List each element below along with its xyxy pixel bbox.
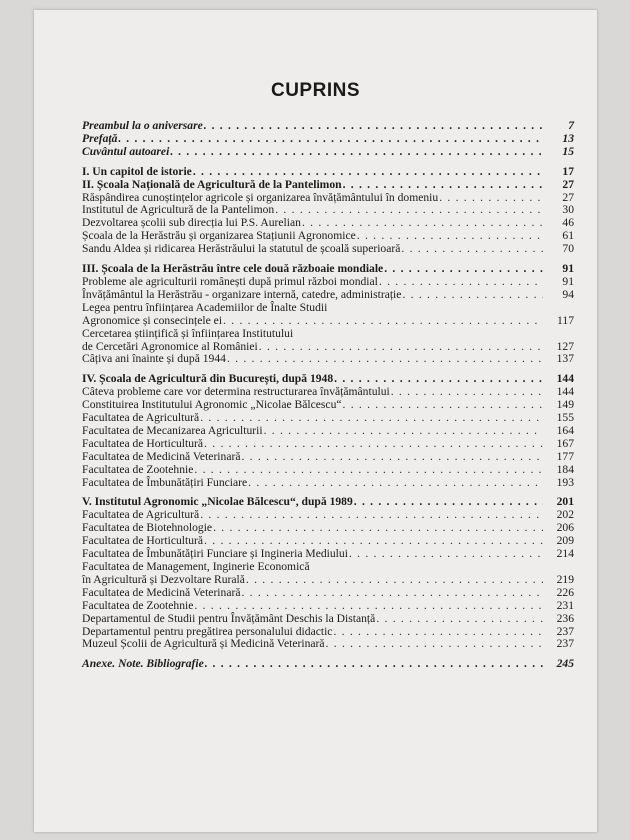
toc-entry	[82, 613, 574, 626]
page-number: 219	[556, 572, 574, 586]
toc-entry-text: Învățământul la Herăstrău - organizare internă, catedre, administrație	[82, 287, 402, 301]
dot-leader	[343, 179, 543, 192]
toc-entry-text: Facultatea de Medicină Veterinară	[82, 449, 241, 463]
dot-leader	[333, 626, 543, 639]
dot-leader	[275, 204, 543, 217]
page-number: 91	[562, 262, 574, 276]
dot-leader	[343, 399, 543, 412]
toc-front-matter	[82, 658, 574, 671]
toc-entry-text: II. Școala Națională de Agricultură de la Pantelimon	[82, 177, 342, 191]
toc-entry	[82, 477, 574, 490]
toc-entry	[82, 464, 574, 477]
dot-leader	[376, 613, 543, 626]
dot-leader	[200, 412, 543, 425]
dot-leader	[227, 353, 543, 366]
dot-leader	[223, 315, 543, 328]
toc-entry	[82, 600, 574, 613]
toc-entry-text: Facultatea de Medicină Veterinară	[82, 585, 241, 599]
book-page	[34, 10, 597, 832]
toc-entry	[82, 587, 574, 600]
dot-leader	[204, 438, 543, 451]
page-number: 15	[562, 144, 574, 158]
page-number: 245	[556, 657, 574, 671]
dot-leader	[401, 243, 543, 256]
toc-chapter	[82, 179, 574, 192]
dot-leader	[326, 638, 543, 651]
page-number: 202	[556, 508, 574, 522]
toc-entry-text: Sandu Aldea și ridicarea Herăstrăului la statutul de școală superioară	[82, 242, 401, 256]
dot-leader	[205, 658, 543, 671]
page-number: 164	[556, 423, 574, 437]
dot-leader	[194, 464, 543, 477]
toc-entry-text: V. Institutul Agronomic „Nicolae Bălcescu“, după 1989	[82, 495, 353, 509]
page-number: 201	[556, 495, 574, 509]
toc-entry-text: Facultatea de Horticultură	[82, 534, 204, 548]
toc-entry-text: I. Un capitol de istorie	[82, 164, 192, 178]
dot-leader	[379, 276, 543, 289]
dot-leader	[384, 263, 543, 276]
toc-entry-text: Facultatea de Biotehnologie	[82, 521, 213, 535]
toc-entry	[82, 289, 574, 302]
page-number: 70	[562, 242, 574, 256]
toc-entry-text-line1: Cercetarea științifică și înființarea Institutului	[82, 326, 294, 340]
toc-entry-text: Facultatea de Agricultură	[82, 411, 200, 425]
page-number: 30	[562, 203, 574, 217]
page-number: 193	[556, 475, 574, 489]
toc-entry-text: Câțiva ani înainte și după 1944	[82, 352, 226, 366]
toc-entry	[82, 561, 574, 587]
toc-entry-text: de Cercetări Agronomice al României	[82, 339, 258, 353]
page-number: 91	[562, 274, 574, 288]
toc-entry-text: Probleme ale agriculturii românești după primul război mondial	[82, 274, 378, 288]
dot-leader	[264, 425, 543, 438]
dot-leader	[248, 477, 543, 490]
page-number: 237	[556, 637, 574, 651]
toc-entry-text: Facultatea de Îmbunătățiri Funciare	[82, 475, 248, 489]
page-number: 206	[556, 521, 574, 535]
toc-entry	[82, 438, 574, 451]
toc-entry-text: Facultatea de Agricultură	[82, 508, 200, 522]
page-number: 155	[556, 411, 574, 425]
dot-leader	[439, 192, 543, 205]
dot-leader	[193, 166, 543, 179]
page-number: 17	[562, 164, 574, 178]
page-number: 27	[562, 177, 574, 191]
page-number: 209	[556, 534, 574, 548]
page-number: 167	[556, 436, 574, 450]
toc-front-matter	[82, 133, 574, 146]
dot-leader	[241, 587, 543, 600]
page-number: 46	[562, 216, 574, 230]
toc-entry-text: Câteva probleme care vor determina restructurarea învățământului	[82, 385, 390, 399]
dot-leader	[170, 146, 543, 159]
dot-leader	[213, 522, 543, 535]
toc-entry-text: Facultatea de Mecanizarea Agriculturii	[82, 423, 263, 437]
toc-entry-text: Departamentul pentru pregătirea personalului didactic	[82, 624, 333, 638]
page-number: 7	[568, 119, 574, 132]
dot-leader	[349, 548, 543, 561]
toc-entry-text-line1: Legea pentru înființarea Academiilor de Înalte Studii	[82, 300, 328, 314]
toc-entry-text: IV. Școala de Agricultură din București, după 1948	[82, 372, 334, 386]
toc-entry	[82, 638, 574, 651]
page-number: 236	[556, 611, 574, 625]
toc-entry-text-line1: Facultatea de Management, Inginerie Economică	[82, 560, 310, 573]
toc-entry-text: III. Școala de la Herăstrău între cele două războaie mondiale	[82, 262, 384, 276]
page-number: 177	[556, 449, 574, 463]
page-number: 94	[562, 287, 574, 301]
toc-entry-text: în Agricultură și Dezvoltare Rurală	[82, 572, 245, 586]
toc-entry	[82, 425, 574, 438]
toc-entry	[82, 353, 574, 366]
page-number: 149	[556, 398, 574, 412]
toc-entry-text: Preambul la o aniversare	[82, 119, 203, 132]
toc-entry-text: Școala de la Herăstrău și organizarea Stațiunii Agronomice	[82, 229, 356, 243]
toc-entry-text: Institutul de Agricultură de la Pantelimon	[82, 203, 275, 217]
toc-entry	[82, 412, 574, 425]
toc-entry	[82, 243, 574, 256]
dot-leader	[118, 133, 543, 146]
dot-leader	[402, 289, 543, 302]
dot-leader	[259, 341, 543, 354]
toc-front-matter	[82, 120, 574, 133]
toc-entry-text: Prefață	[82, 131, 118, 145]
dot-leader	[194, 600, 543, 613]
page-number: 231	[556, 598, 574, 612]
dot-leader	[391, 386, 543, 399]
toc-entry-text: Anexe. Note. Bibliografie	[82, 657, 204, 671]
page-number: 184	[556, 462, 574, 476]
page-number: 127	[556, 339, 574, 353]
toc-entry-text: Agronomice și consecințele ei	[82, 313, 223, 327]
toc-entry-text: Facultatea de Îmbunătățiri Funciare și Ingineria Mediului	[82, 547, 348, 561]
page-number: 61	[562, 229, 574, 243]
page-title: CUPRINS	[270, 80, 360, 101]
table-of-contents	[82, 120, 574, 671]
page-number: 237	[556, 624, 574, 638]
dot-leader	[354, 496, 543, 509]
toc-entry-text: Cuvântul autoarei	[82, 144, 170, 158]
page-number: 226	[556, 585, 574, 599]
toc-entry	[82, 328, 574, 354]
toc-entry	[82, 451, 574, 464]
page-number: 144	[556, 385, 574, 399]
toc-front-matter	[82, 146, 574, 159]
toc-entry-text: Constituirea Institutului Agronomic „Nicolae Bălcescu“	[82, 398, 342, 412]
toc-entry-text: Răspândirea cunoștințelor agricole și organizarea învățământului în domeniu	[82, 190, 439, 204]
toc-entry-text: Facultatea de Zootehnie	[82, 598, 194, 612]
toc-entry-text: Dezvoltarea școlii sub direcția lui P.S. Aurelian	[82, 216, 301, 230]
toc-entry-text: Muzeul Școlii de Agricultură și Medicină Veterinară	[82, 637, 325, 651]
toc-entry-text: Facultatea de Zootehnie	[82, 462, 194, 476]
page-number: 13	[562, 131, 574, 145]
toc-entry	[82, 276, 574, 289]
dot-leader	[200, 509, 543, 522]
toc-entry-text: Departamentul de Studii pentru Învățământ Deschis la Distanță	[82, 611, 376, 625]
dot-leader	[241, 451, 543, 464]
toc-chapter	[82, 166, 574, 179]
toc-entry	[82, 302, 574, 328]
page-number: 144	[556, 372, 574, 386]
page-number: 137	[556, 352, 574, 366]
toc-entry-text: Facultatea de Horticultură	[82, 436, 204, 450]
page-number: 27	[562, 190, 574, 204]
page-number: 117	[557, 313, 574, 327]
page-number: 214	[556, 547, 574, 561]
dot-leader	[246, 574, 543, 587]
dot-leader	[204, 120, 543, 133]
